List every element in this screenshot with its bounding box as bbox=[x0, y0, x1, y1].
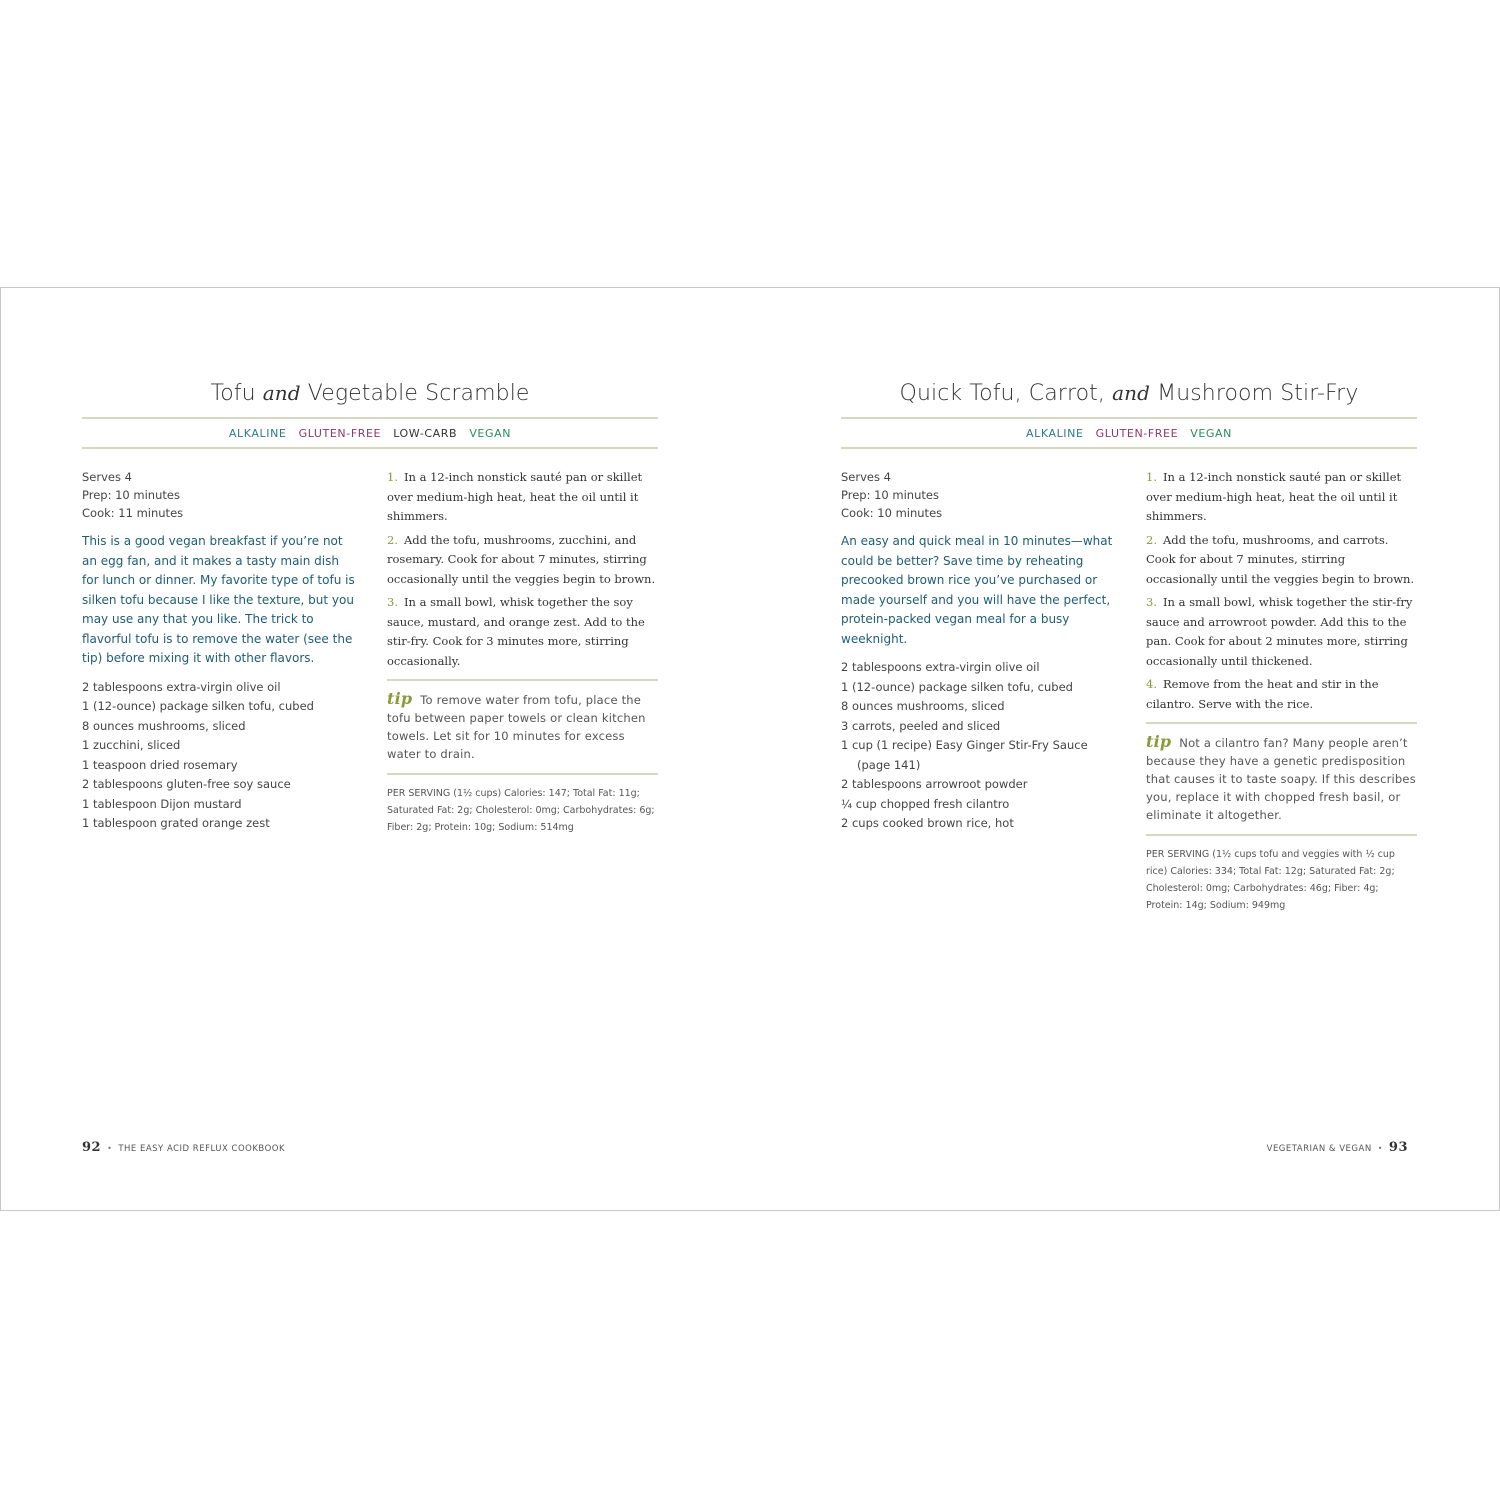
title-rule-bottom bbox=[841, 447, 1417, 449]
right-page bbox=[750, 288, 1499, 1210]
step bbox=[1146, 593, 1417, 671]
prep-time: Prep: 10 minutes bbox=[841, 488, 939, 502]
step-number: 1. bbox=[387, 470, 398, 484]
tag-vegan: VEGAN bbox=[469, 427, 512, 440]
title-part-b: Vegetable Scramble bbox=[307, 381, 530, 406]
tip bbox=[387, 690, 658, 763]
ingredient: 2 tablespoons arrowroot powder bbox=[841, 777, 1028, 791]
step bbox=[1146, 531, 1417, 590]
ingredient: 2 tablespoons extra-virgin olive oil bbox=[841, 660, 1040, 674]
title-and: and bbox=[1112, 381, 1151, 405]
step-text: In a 12-inch nonstick sauté pan or skillet over medium-high heat, heat the oil until it shimmers. bbox=[1146, 470, 1402, 523]
book-spread bbox=[0, 287, 1500, 1211]
tag-alkaline: ALKALINE bbox=[1025, 427, 1084, 440]
title-and: and bbox=[262, 381, 301, 405]
serves: Serves 4 bbox=[82, 470, 132, 484]
diet-tags bbox=[841, 427, 1417, 440]
step-text: In a small bowl, whisk together the stir-fry sauce and arrowroot powder. Add this to the pan. Cook for about 2 minutes more, stirring occasionally until thickened. bbox=[1146, 595, 1413, 668]
ingredient: 2 tablespoons extra-virgin olive oil bbox=[82, 679, 281, 694]
page-footer bbox=[82, 1140, 285, 1155]
ingredient: 1 tablespoon grated orange zest bbox=[82, 816, 270, 830]
recipe-right-column bbox=[387, 468, 658, 836]
page-footer bbox=[1267, 1140, 1408, 1155]
step-number: 1. bbox=[1146, 470, 1157, 484]
recipe-right-column bbox=[1146, 468, 1417, 914]
tag-gluten-free: GLUTEN-FREE bbox=[298, 427, 382, 440]
step-text: Add the tofu, mushrooms, and carrots. Cook for about 7 minutes, stirring occasionally until the veggies begin to brown. bbox=[1146, 532, 1415, 586]
title-rule-top bbox=[82, 417, 658, 419]
page-number: 93 bbox=[1388, 1140, 1408, 1155]
diet-tags bbox=[82, 427, 658, 440]
nutrition-info: PER SERVING (1½ cups tofu and veggies with ½ cup rice) Calories: 334; Total Fat: 12g; Saturated Fat: 2g; Cholesterol: 0mg; Carbohydrates: 46g; Fiber: 4g; Protein: 14g; Sodium: 949mg bbox=[1146, 849, 1395, 911]
step bbox=[387, 593, 658, 671]
left-page bbox=[1, 288, 750, 1210]
ingredient: 8 ounces mushrooms, sliced bbox=[82, 718, 246, 733]
nutrition-info: PER SERVING (1½ cups) Calories: 147; Total Fat: 11g; Saturated Fat: 2g; Cholesterol: 0mg; Carbohydrates: 6g; Fiber: 2g; Protein: 10g; Sodium: 514mg bbox=[387, 788, 655, 833]
page-number: 92 bbox=[82, 1140, 102, 1155]
tag-low-carb: LOW-CARB bbox=[393, 427, 458, 440]
tip-box bbox=[387, 679, 658, 775]
title-part-b: Mushroom Stir-Fry bbox=[1157, 381, 1359, 406]
tip-text: To remove water from tofu, place the tofu between paper towels or clean kitchen towels. Let sit for 10 minutes for excess water to drain. bbox=[387, 693, 646, 761]
footer-separator: • bbox=[107, 1144, 113, 1153]
recipe-title bbox=[82, 381, 658, 406]
step-text: Remove from the heat and stir in the cilantro. Serve with the rice. bbox=[1146, 677, 1379, 711]
recipe-left-column bbox=[82, 468, 357, 834]
section-title: VEGETARIAN & VEGAN bbox=[1266, 1144, 1372, 1154]
step-list bbox=[1146, 468, 1417, 714]
tag-vegan: VEGAN bbox=[1190, 427, 1233, 440]
ingredient: 1 teaspoon dried rosemary bbox=[82, 757, 238, 772]
prep-time: Prep: 10 minutes bbox=[82, 488, 180, 502]
step-number: 3. bbox=[1146, 595, 1157, 609]
ingredient: 1 (12-ounce) package silken tofu, cubed bbox=[841, 679, 1073, 694]
recipe-title bbox=[841, 381, 1417, 406]
step-text: Add the tofu, mushrooms, zucchini, and rosemary. Cook for about 7 minutes, stirring occasionally until the veggies begin to brown. bbox=[387, 532, 656, 586]
tip-box bbox=[1146, 722, 1417, 836]
cook-time: Cook: 11 minutes bbox=[82, 506, 184, 520]
tip bbox=[1146, 733, 1417, 824]
step-number: 2. bbox=[1146, 532, 1157, 547]
step-list bbox=[387, 468, 658, 671]
ingredient: 3 carrots, peeled and sliced bbox=[841, 718, 1001, 733]
recipe-left-column bbox=[841, 468, 1116, 834]
step bbox=[1146, 468, 1417, 527]
ingredient: 1 zucchini, sliced bbox=[82, 738, 181, 752]
ingredient: 1 (12-ounce) package silken tofu, cubed bbox=[82, 699, 314, 713]
step bbox=[387, 468, 658, 527]
ingredient-list bbox=[841, 658, 1116, 834]
recipe-intro: An easy and quick meal in 10 minutes—what could be better? Save time by reheating precooked brown rice you’ve purchased or made yourself and you will have the perfect, protein-packed vegan meal for a busy weeknight. bbox=[841, 534, 1113, 646]
recipe-meta bbox=[841, 468, 1116, 522]
ingredient: ¼ cup chopped fresh cilantro bbox=[841, 796, 1010, 811]
ingredient-list bbox=[82, 678, 357, 834]
recipe-meta bbox=[82, 468, 357, 522]
tag-gluten-free: GLUTEN-FREE bbox=[1095, 427, 1179, 440]
title-rule-top bbox=[841, 417, 1417, 419]
tag-alkaline: ALKALINE bbox=[228, 427, 287, 440]
footer-separator: • bbox=[1377, 1144, 1383, 1153]
ingredient: 8 ounces mushrooms, sliced bbox=[841, 699, 1005, 713]
ingredient: 2 cups cooked brown rice, hot bbox=[841, 816, 1014, 830]
step-number: 3. bbox=[387, 595, 398, 609]
step bbox=[387, 531, 658, 590]
title-part-a: Quick Tofu, Carrot, bbox=[899, 381, 1105, 406]
ingredient: 1 cup (1 recipe) Easy Ginger Stir-Fry Sauce (page 141) bbox=[841, 738, 1088, 772]
title-part-a: Tofu bbox=[210, 381, 256, 406]
ingredient: 2 tablespoons gluten-free soy sauce bbox=[82, 777, 291, 791]
step bbox=[1146, 675, 1417, 714]
step-text: In a 12-inch nonstick sauté pan or skillet over medium-high heat, heat the oil until it shimmers. bbox=[387, 470, 643, 523]
ingredient: 1 tablespoon Dijon mustard bbox=[82, 796, 242, 811]
step-number: 2. bbox=[387, 532, 398, 547]
tip-text: Not a cilantro fan? Many people aren’t because they have a genetic predisposition that causes it to taste soapy. If this describes you, replace it with chopped fresh basil, or eliminate it altogether. bbox=[1146, 736, 1416, 822]
cook-time: Cook: 10 minutes bbox=[841, 506, 943, 520]
step-text: In a small bowl, whisk together the soy sauce, mustard, and orange zest. Add to the stir-fry. Cook for 3 minutes more, stirring occasionally. bbox=[387, 595, 645, 668]
step-number: 4. bbox=[1146, 677, 1157, 691]
book-title: THE EASY ACID REFLUX COOKBOOK bbox=[118, 1144, 286, 1154]
tip-label: tip bbox=[387, 689, 413, 708]
serves: Serves 4 bbox=[841, 470, 891, 484]
title-rule-bottom bbox=[82, 447, 658, 449]
tip-label: tip bbox=[1146, 732, 1172, 751]
recipe-intro: This is a good vegan breakfast if you’re not an egg fan, and it makes a tasty main dish for lunch or dinner. My favorite type of tofu is silken tofu because I like the texture, but you may use any that you like. The trick to flavorful tofu is to remove the water (see the tip) before mixing it with other flavors. bbox=[82, 534, 355, 665]
